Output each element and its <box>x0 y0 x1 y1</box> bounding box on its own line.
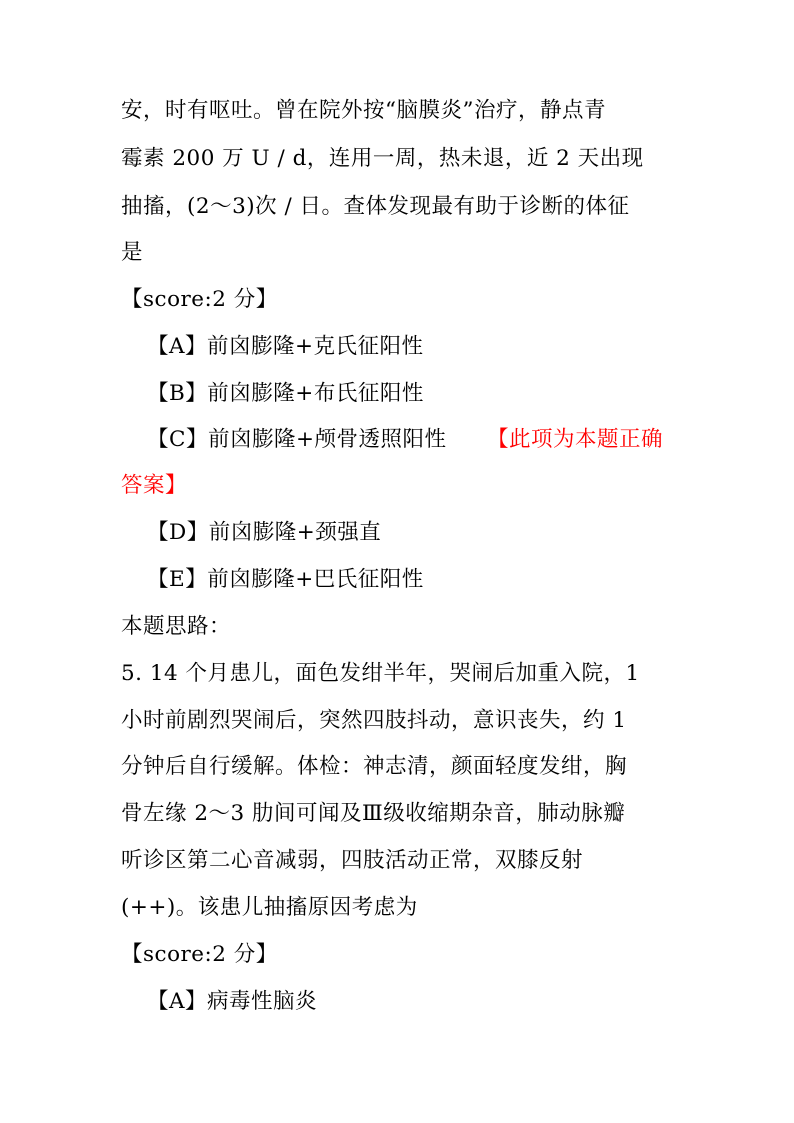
q5-option-a: 【A】病毒性脑炎 <box>147 989 318 1014</box>
q4-correct-answer-mark: 【此项为本题正确 <box>487 427 664 452</box>
q4-option-a: 【A】前囟膨隆+克氏征阳性 <box>147 334 424 359</box>
q4-option-c: 【C】前囟膨隆+颅骨透照阳性 <box>147 427 447 452</box>
q4-score: 【score:2 分】 <box>121 287 278 312</box>
q5-stem-line-3: 分钟后自行缓解。体检：神志清，颜面轻度发绀，胸 <box>121 754 628 779</box>
q5-stem-line-2: 小时前剧烈哭闹后，突然四肢抖动，意识丧失，约 1 <box>121 708 627 733</box>
q4-correct-answer-mark-cont: 答案】 <box>121 473 188 498</box>
q5-stem-line-4: 骨左缘 2～3 肋间可闻及Ⅲ级收缩期杂音，肺动脉瓣 <box>121 801 626 826</box>
q4-stem-line-1: 安，时有呕吐。曾在院外按“脑膜炎”治疗，静点青 <box>121 98 606 123</box>
q4-stem-line-3: 抽搐，(2～3)次 / 日。查体发现最有助于诊断的体征 <box>121 194 630 219</box>
q5-score: 【score:2 分】 <box>121 942 278 967</box>
q5-stem-line-6: (++)。该患儿抽搐原因考虑为 <box>121 895 418 920</box>
q4-analysis-label: 本题思路： <box>121 614 232 639</box>
q4-option-d: 【D】前囟膨隆+颈强直 <box>147 520 382 545</box>
q4-stem-line-4: 是 <box>121 240 144 265</box>
q4-option-e: 【E】前囟膨隆+巴氏征阳性 <box>147 567 424 592</box>
q4-stem-line-2: 霉素 200 万 U / d，连用一周，热未退，近 2 天出现 <box>121 146 644 171</box>
q5-stem-line-5: 听诊区第二心音减弱，四肢活动正常，双膝反射 <box>121 848 584 873</box>
q5-stem-line-1: 5. 14 个月患儿，面色发绀半年，哭闹后加重入院，1 <box>121 661 640 686</box>
q4-option-b: 【B】前囟膨隆+布氏征阳性 <box>147 381 424 406</box>
